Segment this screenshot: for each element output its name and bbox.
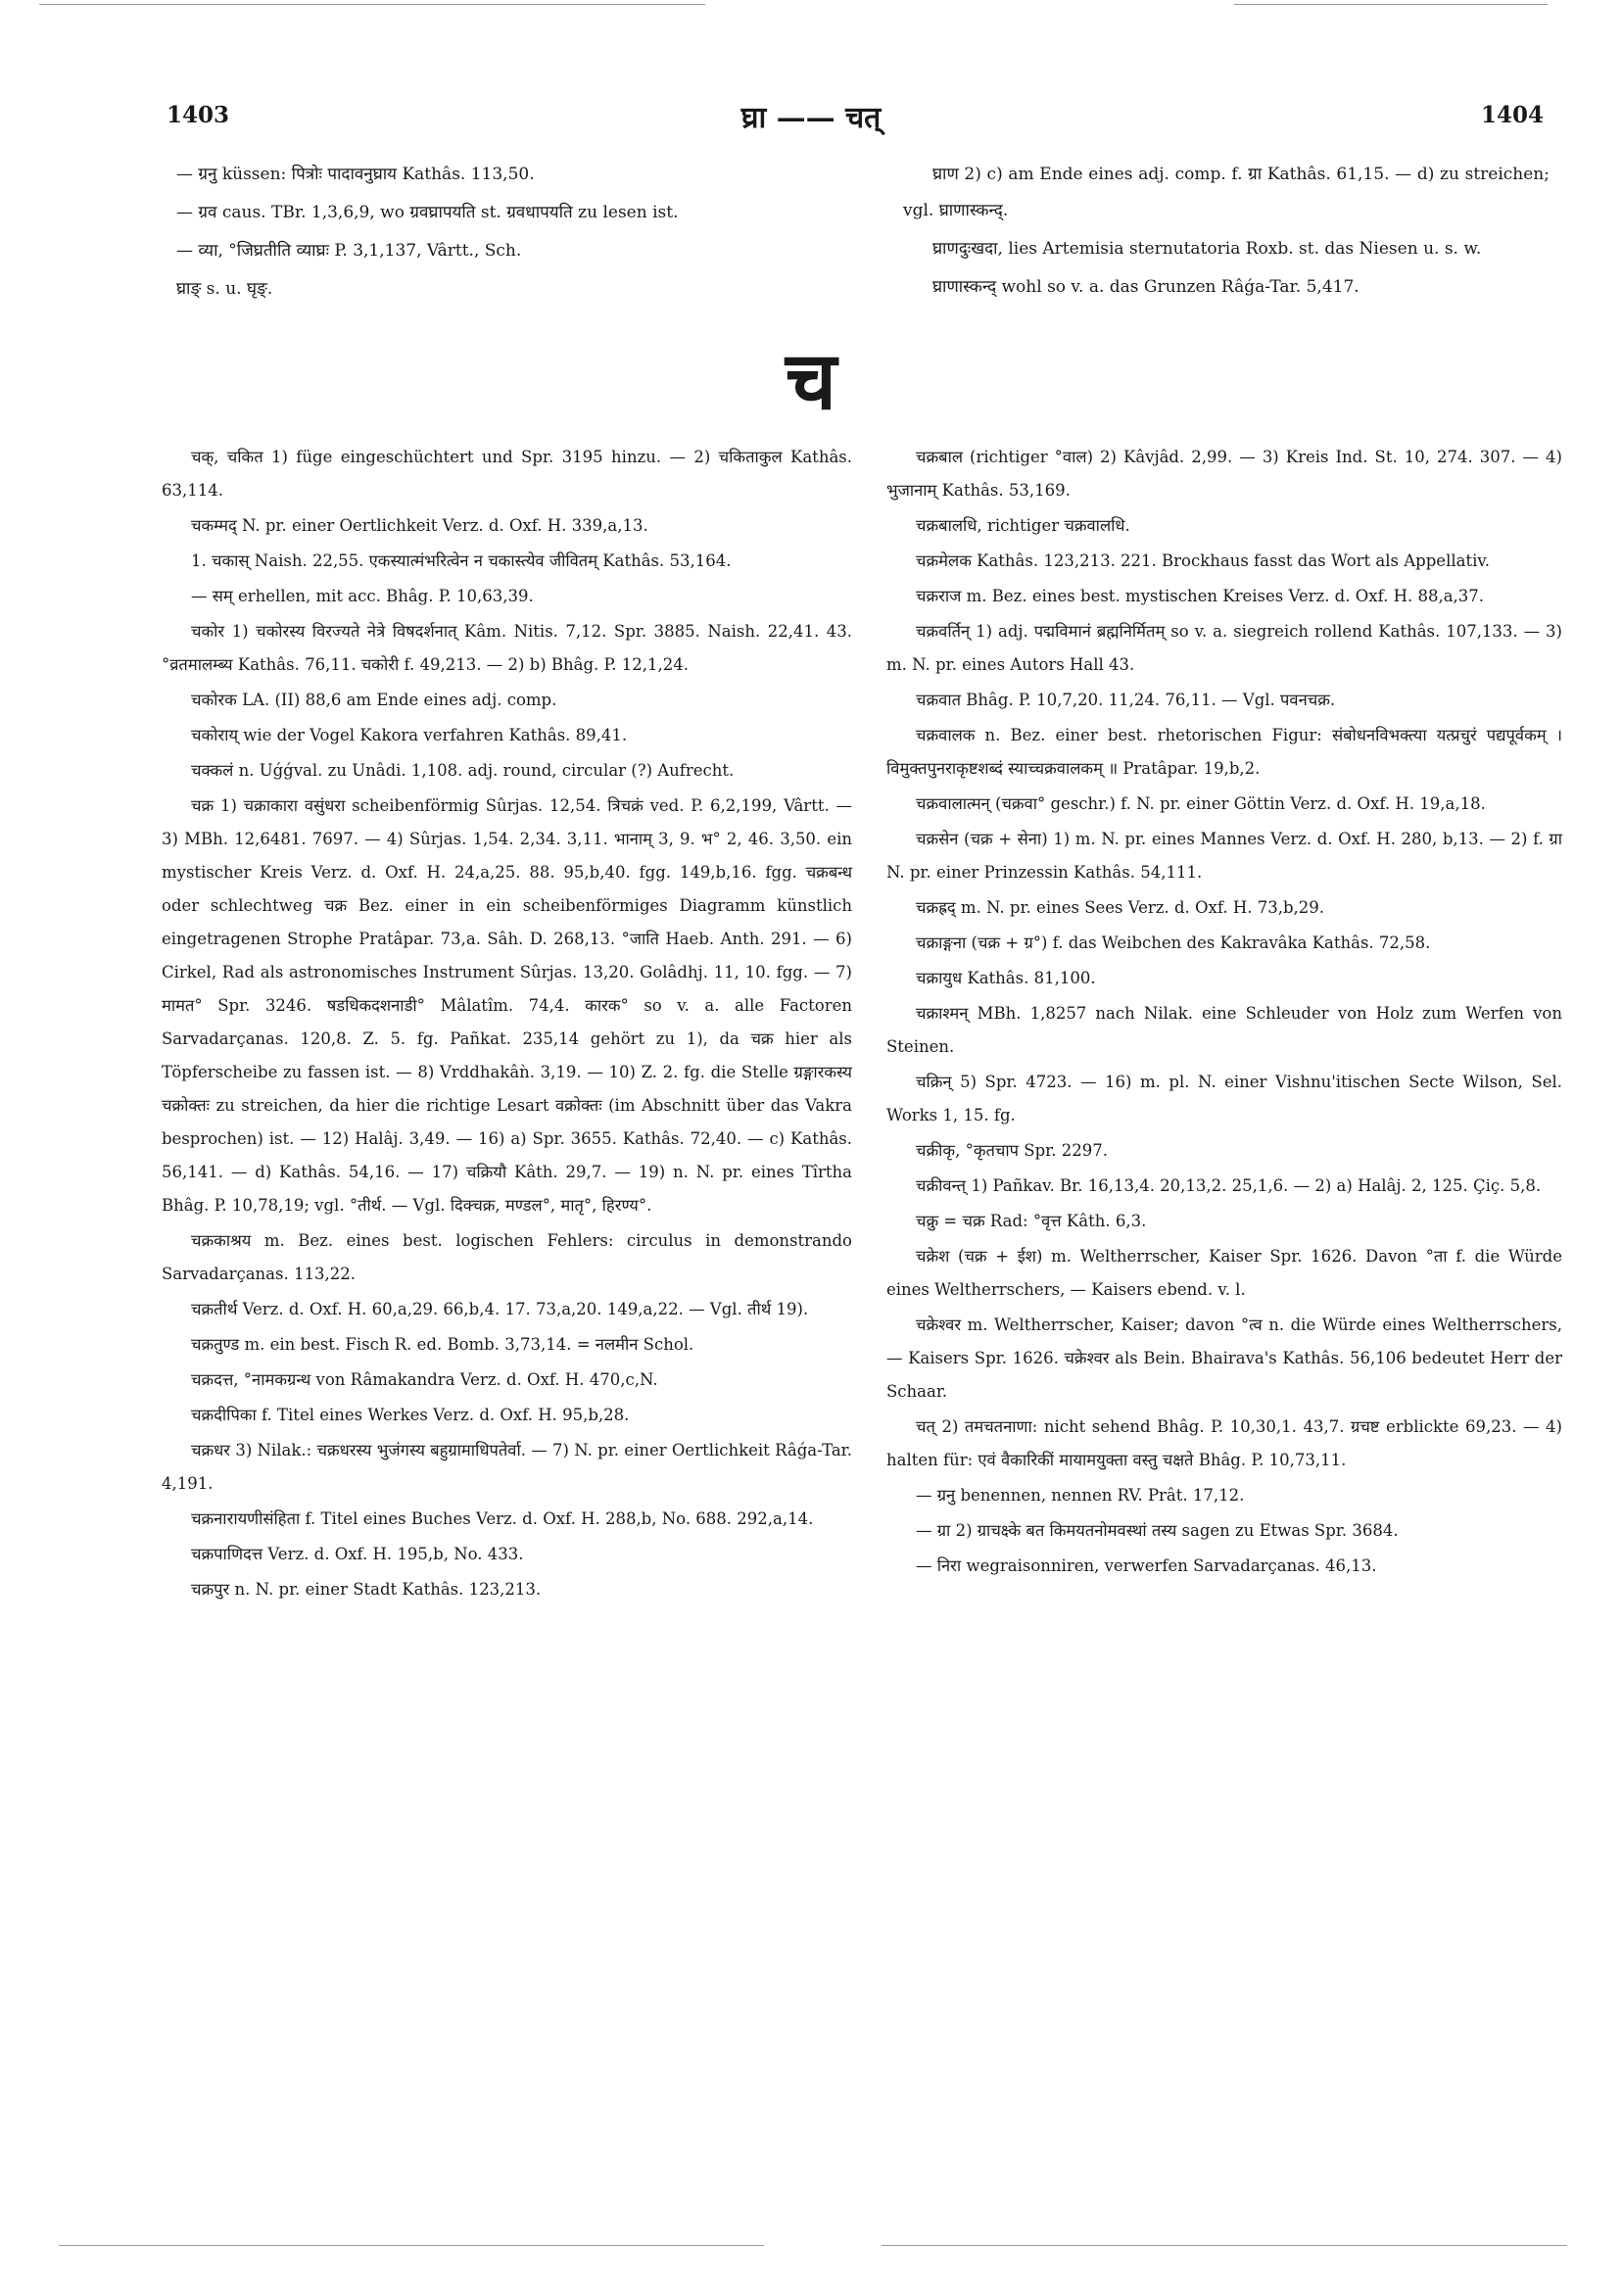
entry: घ्राणदुःखदा, lies Artemisia sternutatoria Roxb. st. das Niesen u. s. w. bbox=[932, 239, 1482, 259]
entry: चक्रबाल (richtiger °वाल) 2) Kâvjâd. 2,99. — 3) Kreis Ind. St. 10, 274. 307. — 4) भुजानाम् Kathâs. 53,169. bbox=[886, 448, 1562, 500]
entry: घ्राणास्कन्द् wohl so v. a. das Grunzen Râǵa-Tar. 5,417. bbox=[932, 277, 1360, 297]
entry: चक्रदत्त, °नामकग्रन्थ von Râmakandra Verz. d. Oxf. H. 470,c,N. bbox=[191, 1370, 658, 1389]
entry: — ग्रव caus. TBr. 1,3,6,9, wo ग्रवघ्रापयति st. ग्रवधापयति zu lesen ist. bbox=[176, 203, 679, 222]
entry: चक्रवालक n. Bez. einer best. rhetorischen Figur: संबोधनविभक्त्या यत्प्रचुरं पद्यपूर्वकम् । विमुक्तपुनराकृष्टशब्दं स्याच्चक्रवालकम् ॥ Pratâpar. 19,b,2. bbox=[886, 726, 1562, 778]
entry: चक्रदीपिका f. Titel eines Werkes Verz. d. Oxf. H. 95,b,28. bbox=[191, 1406, 630, 1424]
entry: चक्रेश (चक्र + ईश) m. Weltherrscher, Kaiser Spr. 1626. Davon °ता f. die Würde eines Weltherrschers, — Kaisers ebend. v. l. bbox=[886, 1247, 1562, 1299]
page-number-right: 1404 bbox=[1480, 102, 1544, 128]
entry: चक्रराज m. Bez. eines best. mystischen Kreises Verz. d. Oxf. H. 88,a,37. bbox=[916, 587, 1485, 605]
top-right-block bbox=[903, 157, 1550, 308]
entry: चक्रवालात्मन् (चक्रवा° geschr.) f. N. pr. einer Göttin Verz. d. Oxf. H. 19,a,18. bbox=[916, 794, 1486, 813]
entry: चक्रसेन (चक्र + सेना) 1) m. N. pr. eines Mannes Verz. d. Oxf. H. 280, b,13. — 2) f. ग्रा N. pr. einer Prinzessin Kathâs. 54,111. bbox=[886, 830, 1562, 882]
entry: चक्रबालधि, richtiger चक्रवालधि. bbox=[916, 516, 1130, 535]
top-rule-left bbox=[39, 4, 705, 5]
running-head: घ्रा —— चत् bbox=[740, 101, 882, 135]
entry: चक्राश्मन् MBh. 1,8257 nach Nilak. eine Schleuder von Holz zum Werfen von Steinen. bbox=[886, 1004, 1562, 1056]
entry: — ग्रनु benennen, nennen RV. Prât. 17,12. bbox=[916, 1486, 1245, 1505]
page-number-left: 1403 bbox=[167, 102, 230, 128]
entry: चक्रमेलक Kathâs. 123,213. 221. Brockhaus fasst das Wort als Appellativ. bbox=[916, 551, 1490, 570]
entry: चक्रायुध Kathâs. 81,100. bbox=[916, 969, 1096, 987]
entry: चक्रपुर n. N. pr. einer Stadt Kathâs. 123,213. bbox=[191, 1580, 542, 1599]
entry: चक्रीवन्त् 1) Pañkav. Br. 16,13,4. 20,13,2. 25,1,6. — 2) a) Halâj. 2, 125. Çiç. 5,8. bbox=[916, 1176, 1542, 1195]
entry: चक्रनारायणीसंहिता f. Titel eines Buches Verz. d. Oxf. H. 288,b, No. 688. 292,a,14. bbox=[191, 1509, 814, 1528]
entry: चक्रकाश्रय m. Bez. eines best. logischen Fehlers: circulus in demonstrando Sarvadarçanas. 113,22. bbox=[162, 1231, 852, 1283]
entry: चकोर 1) चकोरस्य विरज्यते नेत्रे विषदर्शनात् Kâm. Nitis. 7,12. Spr. 3885. Naish. 22,41. 43. °व्रतमालम्ब्य Kathâs. 76,11. चकोरी f. 49,213. — 2) b) Bhâg. P. 12,1,24. bbox=[162, 622, 852, 674]
entry: चक्रीकृ, °कृतचाप Spr. 2297. bbox=[916, 1141, 1108, 1160]
entry: चक्रह्रद् m. N. pr. eines Sees Verz. d. Oxf. H. 73,b,29. bbox=[916, 898, 1325, 917]
entry: घ्राङ् s. u. घृङ्. bbox=[176, 279, 273, 299]
entry: चकम्मद् N. pr. einer Oertlichkeit Verz. d. Oxf. H. 339,a,13. bbox=[191, 516, 648, 535]
entry: चक्राङ्गना (चक्र + ग्र°) f. das Weibchen des Kakravâka Kathâs. 72,58. bbox=[916, 933, 1431, 952]
entry: चक्र 1) चक्राकारा वसुंधरा scheibenförmig Sûrjas. 12,54. त्रिचक्रं ved. P. 6,2,199, Vârtt. — 3) MBh. 12,6481. 7697. — 4) Sûrjas. 1,54. 2,34. 3,11. भानाम् 3, 9. भ° 2, 46. 3,50. ein mystischer Kreis Verz. d. Oxf. H. 24,a,25. 88. 95,b,40. fgg. 149,b,16. fgg. चक्रबन्ध oder schlechtweg चक्र Bez. einer in ein scheibenförmiges Diagramm künstlich eingetragenen Strophe Pratâpar. 73,a. Sâh. D. 268,13. °जाति Haeb. Anth. 291. — 6) Cirkel, Rad als astronomisches Instrument Sûrjas. 13,20. Golâdhj. 11, 10. fgg. — 7) मामत° Spr. 3246. षडधिकदशनाडी° Mâlatîm. 74,4. कारक° so v. a. alle Factoren Sarvadarçanas. 120,8. Z. 5. fg. Pañkat. 235,14 gehört zu 1), da चक्र hier als Töpferscheibe zu fassen ist. — 8) Vrddhakâǹ. 3,19. — 10) Z. 2. fg. die Stelle ग्रङ्गारकस्य चक्रोक्तः zu streichen, da hier die richtige Lesart वक्रोक्तः (im Abschnitt über das Vakra besprochen) ist. — 12) Halâj. 3,49. — 16) a) Spr. 3655. Kathâs. 72,40. — c) Kathâs. 56,141. — d) Kathâs. 54,16. — 17) चक्रियौ Kâth. 29,7. — 19) n. N. pr. eines Tîrtha Bhâg. P. 10,78,19; vgl. °तीर्थ. — Vgl. दिक्चक्र, मण्डल°, मातृ°, हिरण्य°. bbox=[162, 796, 852, 1215]
entry: चक्, चकित 1) füge eingeschüchtert und Spr. 3195 hinzu. — 2) चकिताकुल Kathâs. 63,114. bbox=[162, 448, 852, 500]
entry: घ्राण 2) c) am Ende eines adj. comp. f. ग्रा Kathâs. 61,15. — d) zu streichen; vgl. घ्राणास्कन्द्. bbox=[903, 165, 1550, 220]
top-rule-right bbox=[1234, 4, 1548, 5]
entry: — ग्रनु küssen: पित्रोः पादावनुघ्राय Kathâs. 113,50. bbox=[176, 165, 535, 184]
entry: चक्रधर 3) Nilak.: चक्रधरस्य भुजंगस्य बहुग्रामाधिपतेर्वा. — 7) N. pr. einer Oertlichkeit Râǵa-Tar. 4,191. bbox=[162, 1441, 852, 1493]
entry: 1. चकास् Naish. 22,55. एकस्यात्मंभरित्वेन न चकास्त्येव जीवितम् Kathâs. 53,164. bbox=[191, 551, 732, 570]
entry: चक्रवात Bhâg. P. 10,7,20. 11,24. 76,11. — Vgl. पवनचक्र. bbox=[916, 691, 1336, 709]
entry: — सम् erhellen, mit acc. Bhâg. P. 10,63,39. bbox=[191, 587, 534, 605]
entry: चक्रिन् 5) Spr. 4723. — 16) m. pl. N. einer Vishnu'itischen Secte Wilson, Sel. Works 1, 15. fg. bbox=[886, 1073, 1562, 1124]
entry: चत् 2) तमचतनाणा: nicht sehend Bhâg. P. 10,30,1. 43,7. ग्रचष्ट erblickte 69,23. — 4) halten für: एवं वैकारिकीं मायामयुक्ता वस्तु चक्षते Bhâg. P. 10,73,11. bbox=[886, 1417, 1562, 1469]
entry: चक्रपाणिदत्त Verz. d. Oxf. H. 195,b, No. 433. bbox=[191, 1545, 524, 1563]
entry: चक्रु = चक्र Rad: °वृत्त Kâth. 6,3. bbox=[916, 1212, 1147, 1230]
right-column bbox=[886, 441, 1562, 1585]
entry: — निरा wegraisonniren, verwerfen Sarvadarçanas. 46,13. bbox=[916, 1556, 1377, 1575]
left-column bbox=[162, 441, 852, 1608]
entry: चकोरक LA. (II) 88,6 am Ende eines adj. comp. bbox=[191, 691, 557, 709]
entry: चक्रवर्तिन् 1) adj. पद्मविमानं ब्रह्मनिर्मितम् so v. a. siegreich rollend Kathâs. 107,133. — 3) m. N. pr. eines Autors Hall 43. bbox=[886, 622, 1562, 674]
bottom-rule-left bbox=[59, 2245, 764, 2246]
section-letter: च bbox=[785, 334, 837, 428]
entry: चक्रतुण्ड m. ein best. Fisch R. ed. Bomb. 3,73,14. = नलमीन Schol. bbox=[191, 1335, 694, 1354]
entry: चक्कलं n. Uǵǵval. zu Unâdi. 1,108. adj. round, circular (?) Aufrecht. bbox=[191, 761, 735, 780]
top-left-block bbox=[176, 157, 784, 310]
bottom-rule-right bbox=[882, 2245, 1567, 2246]
entry: — व्या, °जिघ्रतीति व्याघ्रः P. 3,1,137, Vârtt., Sch. bbox=[176, 241, 522, 261]
entry: — ग्रा 2) ग्राचक्ष्के बत किमयतनोमवस्थां तस्य sagen zu Etwas Spr. 3684. bbox=[916, 1521, 1399, 1540]
entry: चक्रतीर्थ Verz. d. Oxf. H. 60,a,29. 66,b,4. 17. 73,a,20. 149,a,22. — Vgl. तीर्थ 19). bbox=[191, 1300, 809, 1318]
entry: चक्रेश्वर m. Weltherrscher, Kaiser; davon °त्व n. die Würde eines Weltherrschers, — Kaisers Spr. 1626. चक्रेश्वर als Bein. Bhairava's Kathâs. 56,106 bedeutet Herr der Schaar. bbox=[886, 1315, 1562, 1401]
entry: चकोराय् wie der Vogel Kakora verfahren Kathâs. 89,41. bbox=[191, 726, 628, 744]
